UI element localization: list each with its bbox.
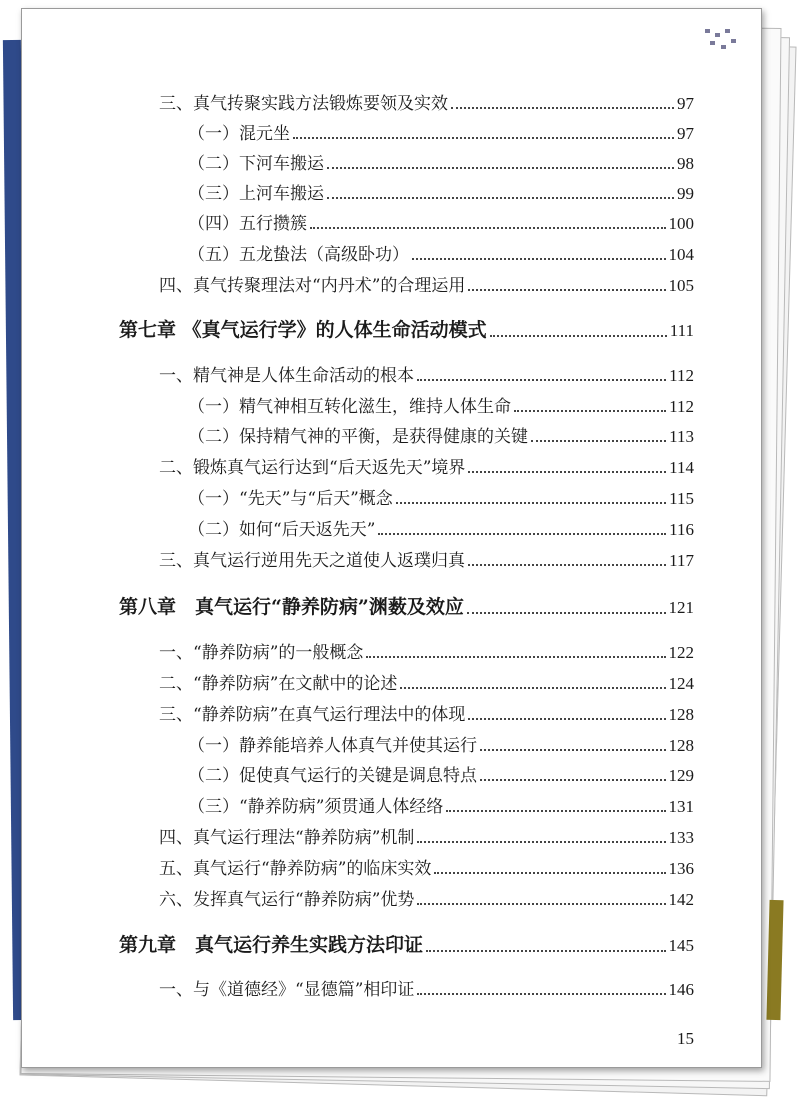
toc-entry[interactable]	[188, 392, 694, 417]
toc-entry-page: 97	[677, 124, 694, 143]
toc-entry-page: 128	[668, 705, 694, 724]
toc-entry-page: 121	[668, 598, 694, 617]
toc-entry-page: 115	[669, 489, 694, 508]
toc-entry[interactable]	[159, 638, 694, 663]
dot-leader	[378, 532, 666, 535]
dot-leader	[327, 196, 674, 199]
toc-entry-page: 104	[668, 245, 694, 264]
toc-entry[interactable]	[188, 484, 694, 509]
toc-entry-title: 一、“静养防病”的一般概念	[159, 643, 364, 663]
toc-entry-title: 三、真气运行逆用先天之道使人返璞归真	[159, 551, 465, 571]
toc-entry-title: （二）如何“后天返先天”	[188, 520, 376, 540]
toc-entry-title: 四、真气运行理法“静养防病”机制	[159, 828, 415, 848]
toc-entry-title: （二）促使真气运行的关键是调息特点	[188, 766, 477, 786]
toc-entry-title: （三）上河车搬运	[188, 184, 324, 204]
toc-entry[interactable]	[159, 700, 694, 725]
page-number: 15	[677, 1029, 694, 1048]
toc-entry-title: （一）精气神相互转化滋生，维持人体生命	[188, 397, 511, 417]
dot-leader	[396, 501, 666, 504]
toc-entry-page: 131	[668, 797, 694, 816]
toc-entry-title: 第九章 真气运行养生实践方法印证	[119, 934, 424, 956]
toc-entry[interactable]	[188, 240, 694, 265]
toc-entry-page: 116	[669, 520, 694, 539]
toc-entry[interactable]	[188, 792, 694, 817]
toc-entry-page: 105	[668, 276, 694, 295]
toc-entry[interactable]	[188, 761, 694, 786]
toc-entry-page: 129	[668, 766, 694, 785]
toc-entry-title: （三）“静养防病”须贯通人体经络	[188, 797, 444, 817]
toc-entry-page: 145	[668, 936, 694, 955]
toc-entry-title: （一）混元坐	[188, 124, 290, 144]
toc-entry-title: （五）五龙蛰法（高级卧功）	[188, 245, 409, 265]
toc-entry[interactable]	[159, 854, 694, 879]
dot-leader	[451, 106, 674, 109]
toc-entry-title: （一）“先天”与“后天”概念	[188, 489, 393, 509]
toc-entry-page: 124	[668, 674, 694, 693]
toc-entry-page: 133	[668, 828, 694, 847]
dot-leader	[480, 778, 666, 781]
toc-entry[interactable]	[159, 546, 694, 571]
toc-entry-page: 112	[669, 366, 694, 385]
toc-entry-page: 100	[668, 214, 694, 233]
toc-entry-title: （四）五行攒簇	[188, 214, 307, 234]
toc-entry[interactable]	[188, 119, 694, 144]
dot-leader	[434, 871, 665, 874]
toc-entry-title: 四、真气抟聚理法对“内丹术”的合理运用	[159, 276, 466, 296]
dot-leader	[417, 840, 665, 843]
toc-entry-page: 97	[677, 94, 694, 113]
toc-chapter[interactable]	[119, 315, 694, 342]
toc-entry[interactable]	[159, 885, 694, 910]
toc-entry-title: 六、发挥真气运行“静养防病”优势	[159, 890, 415, 910]
dot-leader	[366, 655, 665, 658]
toc-entry-page: 113	[669, 427, 694, 446]
toc-entry-page: 136	[668, 859, 694, 878]
dot-leader	[468, 717, 665, 720]
dot-leader	[446, 809, 665, 812]
toc-entry-title: （一）静养能培养人体真气并使其运行	[188, 736, 477, 756]
dot-leader	[417, 378, 666, 381]
toc-entry-title: 第七章 《真气运行学》的人体生命活动模式	[119, 319, 487, 341]
table-of-contents	[22, 9, 761, 1067]
toc-entry-title: 二、“静养防病”在文献中的论述	[159, 674, 398, 694]
dot-leader	[490, 334, 667, 337]
toc-entry-title: 一、精气神是人体生命活动的根本	[159, 366, 414, 386]
toc-entry-title: 三、真气抟聚实践方法锻炼要领及实效	[159, 94, 448, 114]
dot-leader	[468, 288, 665, 291]
toc-entry-title: 二、锻炼真气运行达到“后天返先天”境界	[159, 458, 466, 478]
dot-leader	[310, 226, 666, 229]
toc-chapter[interactable]	[119, 592, 694, 619]
dot-leader	[293, 136, 674, 139]
toc-entry[interactable]	[159, 453, 694, 478]
toc-entry-page: 117	[669, 551, 694, 570]
toc-entry[interactable]	[159, 271, 694, 296]
toc-entry[interactable]	[159, 669, 694, 694]
dot-leader	[467, 611, 666, 614]
document-page	[21, 8, 762, 1068]
toc-entry-page: 111	[669, 321, 694, 340]
toc-entry-title: （二）保持精气神的平衡，是获得健康的关键	[188, 427, 528, 447]
toc-entry-title: （二）下河车搬运	[188, 154, 324, 174]
toc-entry-title: 五、真气运行“静养防病”的临床实效	[159, 859, 432, 879]
dot-leader	[417, 992, 665, 995]
toc-entry-page: 99	[677, 184, 694, 203]
dot-leader	[480, 748, 666, 751]
toc-entry-page: 112	[669, 397, 694, 416]
toc-entry[interactable]	[159, 823, 694, 848]
toc-entry[interactable]	[159, 89, 694, 114]
dot-leader	[468, 470, 666, 473]
toc-entry[interactable]	[188, 149, 694, 174]
toc-entry[interactable]	[188, 515, 694, 540]
toc-entry-title: 一、与《道德经》“显德篇”相印证	[159, 980, 415, 1000]
toc-entry-page: 128	[668, 736, 694, 755]
toc-entry-page: 142	[668, 890, 694, 909]
toc-chapter[interactable]	[119, 930, 694, 957]
dot-leader	[426, 949, 665, 952]
toc-entry[interactable]	[159, 975, 694, 1000]
toc-entry-title: 第八章 真气运行“静养防病”渊薮及效应	[119, 596, 464, 618]
toc-entry[interactable]	[188, 179, 694, 204]
dot-leader	[417, 902, 665, 905]
toc-entry[interactable]	[159, 361, 694, 386]
dot-leader	[468, 563, 666, 566]
toc-entry-page: 146	[668, 980, 694, 999]
dot-leader	[412, 257, 666, 260]
toc-entry[interactable]	[188, 422, 694, 447]
dot-leader	[400, 686, 665, 689]
dot-leader	[514, 409, 666, 412]
toc-entry-page: 122	[668, 643, 694, 662]
dot-leader	[531, 439, 666, 442]
toc-entry-title: 三、“静养防病”在真气运行理法中的体现	[159, 705, 466, 725]
toc-entry-page: 98	[677, 154, 694, 173]
toc-entry[interactable]	[188, 731, 694, 756]
book-cover-edge	[766, 900, 783, 1020]
toc-entry-page: 114	[669, 458, 694, 477]
toc-entry[interactable]	[188, 209, 694, 234]
dot-leader	[327, 166, 674, 169]
